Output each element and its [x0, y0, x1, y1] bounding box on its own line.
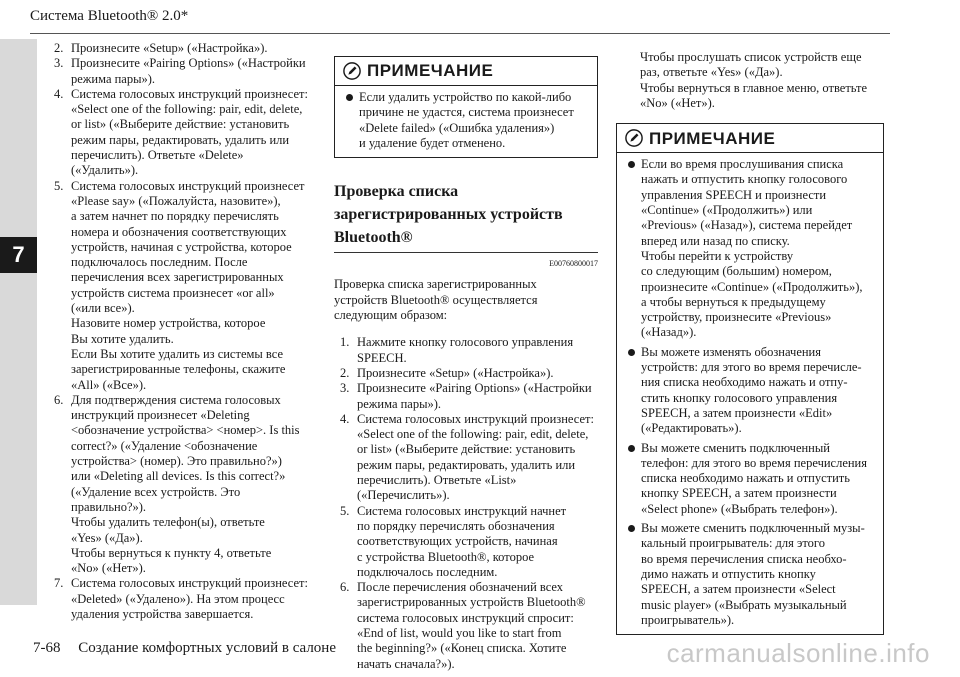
list-steps-list — [340, 335, 598, 672]
section-code: E00760800017 — [549, 259, 598, 269]
list-item — [54, 576, 316, 622]
column-2 — [334, 56, 598, 672]
note-heading — [617, 124, 883, 153]
list-item — [54, 179, 316, 393]
list-item — [54, 393, 316, 577]
note-body — [617, 153, 883, 634]
note-heading-text: ПРИМЕЧАНИЕ — [367, 61, 494, 81]
step-text: Для подтверждения система голосовых инструкций произнесет «Deleting <обозначение устройства> <номер>. Is this correct?» («Удаление <обозначение устройства> (номер). Это правильно?») или «Deleting all devices. Is this correct?» («Удаление всех устройств. Это правильно?»). Чтобы удалить телефон(ы), ответьте «Yes» («Да»). Чтобы вернуться к пункту 4, ответьте «No» («Нет»). — [71, 392, 300, 576]
list-item — [54, 87, 316, 179]
footer-title: Создание комфортных условий в салоне — [78, 640, 336, 656]
note-bullet: Вы можете сменить подключенный музы- кальный проигрыватель: для этого во время перечисления списка необхо- димо нажать и отпустить кнопку SPEECH, а затем произнести «Select music player» («Выбрать музыкальный проигрыватель»). — [625, 521, 875, 628]
list-item — [340, 412, 598, 504]
step-text: Произнесите «Setup» («Настройка»). — [357, 365, 554, 380]
note-heading-text: ПРИМЕЧАНИЕ — [649, 128, 776, 148]
column-1 — [54, 41, 316, 622]
step-number: 7. — [54, 576, 64, 591]
chapter-tab: 7 — [0, 237, 37, 273]
step-text: Система голосовых инструкций произнесет: «Deleted» («Удалено»). На этом процесс удаления устройства завершается. — [71, 576, 308, 621]
step-number: 4. — [340, 411, 350, 426]
note-box-2 — [616, 123, 884, 635]
list-item — [54, 41, 316, 56]
page-number: 7-68 — [33, 640, 61, 656]
pencil-icon — [343, 62, 361, 80]
list-item — [340, 366, 598, 381]
step-number: 4. — [54, 86, 64, 101]
note-bullet: Вы можете сменить подключенный телефон: для этого во время перечисления списка необходимо нажать и отпустить кнопку SPEECH, а затем произнести «Select phone» («Выбрать телефон»). — [625, 441, 875, 517]
step-text: Система голосовых инструкций произнесет: «Select one of the following: pair, edit, delete, or list» («Выберите действие: установить режим пары, редактировать, удалить или перечислить). Ответьте «List» («Перечислить»). — [357, 411, 594, 503]
step-text: Произнесите «Setup» («Настройка»). — [71, 41, 268, 55]
column-3 — [616, 50, 884, 635]
step-text: Система голосовых инструкций произнесет «Please say» («Пожалуйста, назовите»), а затем начнет по порядку перечислять номера и обозначения соответствующих устройств, начиная с устройства, которое подключалось последним. После перечисления всех зарегистрированных устройств система произнесет «or all» («или все»). Назовите номер устройства, которое Вы хотите удалить. Если Вы хотите удалить из системы все зарегистрированные телефоны, скажите «All» («Все»). — [71, 178, 305, 392]
step-number: 5. — [54, 178, 64, 193]
step-text: Система голосовых инструкций начнет по порядку перечислять обозначения соответствующих устройств, начиная с устройства Bluetooth®, которое подключалось последним. — [357, 503, 567, 579]
note-box-1 — [334, 56, 598, 158]
delete-steps-list — [54, 41, 316, 622]
note-heading — [335, 57, 597, 86]
step-number: 3. — [340, 381, 350, 396]
step-number: 2. — [340, 365, 350, 380]
note-bullet: Если удалить устройство по какой-либо причине не удастся, система произнесет «Delete failed» («Ошибка удаления») и удаление будет отменено. — [343, 90, 589, 151]
step-number: 6. — [54, 392, 64, 407]
step-number: 6. — [340, 580, 350, 595]
note-body — [335, 86, 597, 157]
step-number: 1. — [340, 335, 350, 350]
section-intro: Проверка списка зарегистрированных устройств Bluetooth® осуществляется следующим образом: — [334, 277, 538, 323]
watermark: carmanualsonline.info — [666, 638, 930, 668]
list-item — [340, 504, 598, 580]
list-item — [54, 56, 316, 87]
section-title: Проверка списка зарегистрированных устройств Bluetooth® — [334, 183, 563, 247]
page-footer — [33, 640, 336, 657]
note-bullet: Если во время прослушивания списка нажать и отпустить кнопку голосового управления SPEECH и произнести «Continue» («Продолжить») или «Previous» («Назад»), система перейдет вперед или назад по списку. Чтобы перейти к устройству со следующим (большим) номером, произнесите «Continue» («Продолжить»), а чтобы вернуться к предыдущему устройству, произнесите «Previous» («Назад»). — [625, 157, 875, 341]
list-item — [340, 580, 598, 672]
chapter-strip — [0, 39, 37, 605]
list-item — [340, 381, 598, 412]
step-text: Произнесите «Pairing Options» («Настройки режима пары»). — [71, 56, 306, 86]
col3-intro: Чтобы прослушать список устройств еще раз, ответьте «Yes» («Да»). Чтобы вернуться в главное меню, ответьте «No» («Нет»). — [640, 50, 868, 110]
list-item — [340, 335, 598, 366]
step-text: Нажмите кнопку голосового управления SPEECH. — [357, 335, 574, 365]
page-header-title: Система Bluetooth® 2.0* — [30, 8, 189, 24]
step-number: 3. — [54, 56, 64, 71]
step-text: Произнесите «Pairing Options» («Настройки режима пары»). — [357, 381, 592, 411]
note-bullet: Вы можете изменять обозначения устройств: для этого во время перечисле- ния списка необходимо нажать и отпу- стить кнопку голосового управления SPEECH, а затем произнести «Edit» («Редактировать»). — [625, 345, 875, 437]
header-rule — [30, 33, 890, 34]
step-text: После перечисления обозначений всех зарегистрированных устройств Bluetooth® система голосовых инструкций спросит: «End of list, would you like to start from the beginning?» («Конец списка. Хотите начать сначала?»). — [357, 580, 586, 671]
step-number: 5. — [340, 503, 350, 518]
step-number: 2. — [54, 41, 64, 55]
step-text: Система голосовых инструкций произнесет: «Select one of the following: pair, edit, delete, or list» («Выберите действие: установить режим пары, редактировать, удалить или перечислить). Ответьте «Delete» («Удалить»). — [71, 86, 308, 178]
section-rule — [334, 252, 598, 253]
pencil-icon — [625, 129, 643, 147]
